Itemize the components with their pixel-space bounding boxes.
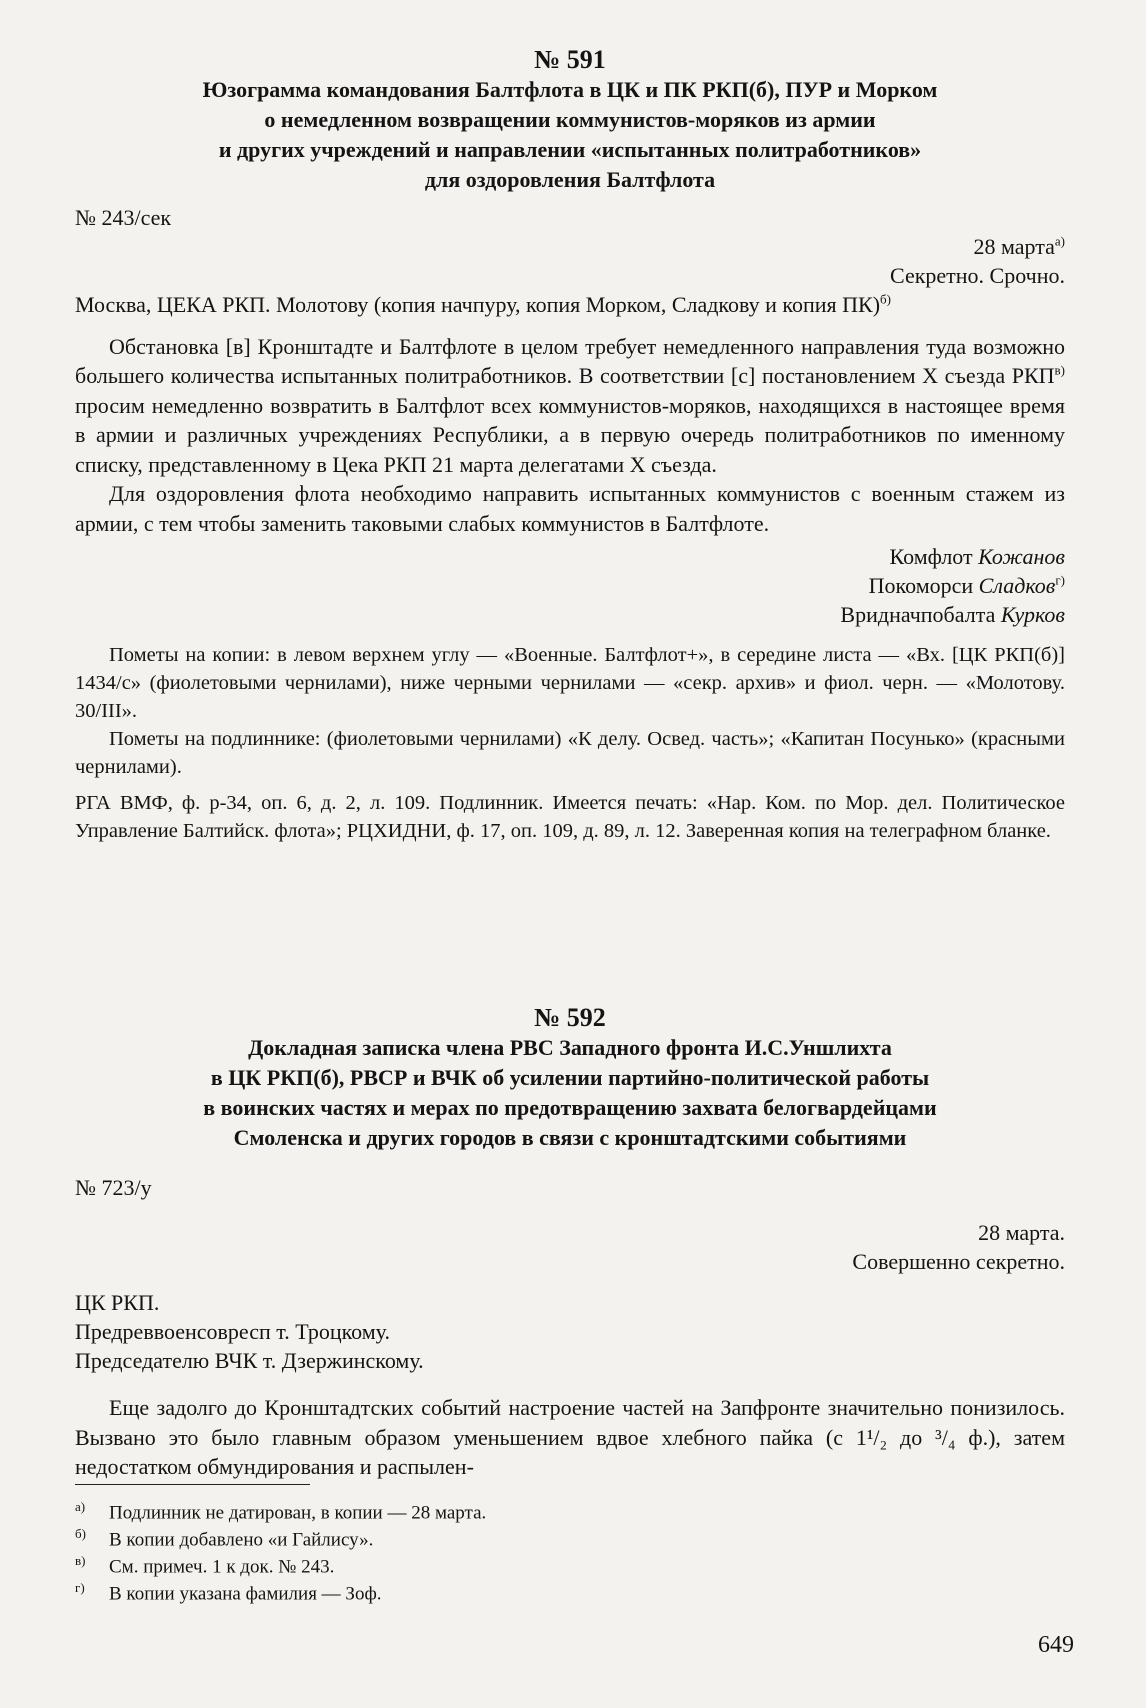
doc-classification: Совершенно секретно. [852, 1249, 1065, 1274]
footnote-rule [75, 1484, 310, 1485]
doc-paragraph: Еще задолго до Кронштадтских событий настроение частей на Запфронте значительно понизилось. Вызвано это было главным образом уменьшением вдвое хлебного пайка (с 1¹/₂ до ³/₄ ф.), затем недостатком обмундирования и распылен- [75, 1395, 1065, 1479]
archive-note: Пометы на копии: в левом верхнем углу — «Военные. Балтфлот+», в середине листа — «Вх. [ЦК РКП(б)] 1434/с» (фиолетовыми чернилами), ниже черными чернилами — «секр. архив» и фиол. черн. — «Молотову. 30/III». [75, 644, 1065, 722]
signature: Вридначпобалта Курков [840, 602, 1065, 627]
title-line: о немедленном возвращении коммунистов-моряков из армии [264, 107, 876, 132]
doc-592 [75, 1003, 1065, 1482]
footnote: а) Подлинник не датирован, в копии — 28 марта. [75, 1499, 487, 1524]
doc-paragraph: Обстановка [в] Кронштадте и Балтфлоте в целом требует немедленного направления туда возможно большего количества испытанных политработников. В соответствии [с] постановлением X съезда $РКП^{в)}$ просим немедленно возвратить в Балтфлот всех коммунистов-моряков, находящихся в настоящее время в армии и различных учреждениях Республики, а в первую очередь политработников по именному списку, представленному в Цека РКП 21 марта делегатами X съезда. [75, 333, 1065, 477]
addressee: Предреввоенсовресп т. Троцкому. [75, 1319, 390, 1344]
addressee: ЦК РКП. [75, 1290, 160, 1315]
archive-note: Пометы на подлиннике: (фиолетовыми чернилами) «К делу. Освед. часть»; «Капитан Посунько» (красными чернилами). [75, 728, 1065, 778]
signature: Комфлот Кожанов [889, 544, 1065, 569]
title-line: для оздоровления Балтфлота [424, 167, 716, 192]
doc-date: 28 марта$^{а)}$ [973, 233, 1065, 259]
title-line: в ЦК РКП(б), РВСР и ВЧК об усилении партийно-политической работы [210, 1065, 930, 1090]
doc-title [75, 75, 1065, 195]
footnote: г) В копии указана фамилия — Зоф. [75, 1580, 382, 1605]
title-line: Юзограмма командования Балтфлота в ЦК и ПК РКП(б), ПУР и Морком [202, 77, 938, 102]
addressee: Председателю ВЧК т. Дзержинскому. [75, 1348, 424, 1373]
doc-paragraph: Для оздоровления флота необходимо направить испытанных коммунистов с военным стажем из армии, с тем чтобы заменить таковыми слабых коммунистов в Балтфлоте. [75, 481, 1065, 536]
doc-591 [75, 45, 1065, 845]
doc-ref: № 243/сек [75, 205, 172, 230]
doc-number: № 591 [534, 45, 606, 74]
doc-ref: № 723/у [75, 1175, 152, 1200]
title-line: Докладная записка члена РВС Западного фронта И.С.Уншлихта [248, 1035, 892, 1060]
doc-title [75, 1033, 1065, 1153]
signature: Покоморси Сладков$^{г)}$ [868, 572, 1065, 598]
archive-source: РГА ВМФ, ф. р-34, оп. 6, д. 2, л. 109. Подлинник. Имеется печать: «Нар. Ком. по Мор. дел. Политическое Управление Балтийск. флота»; РЦХИДНИ, ф. 17, оп. 109, д. 89, л. 12. Заверенная копия на телеграфном бланке. [75, 792, 1065, 842]
footnote: б) В копии добавлено «и Гайлису». [75, 1526, 374, 1551]
title-line: в воинских частях и мерах по предотвращению захвата белогвардейцами [203, 1095, 937, 1120]
doc-address: Москва, ЦЕКА РКП. Молотову (копия начпуру, копия Морком, Сладкову и копия ПК)$^{б)}$ [75, 291, 891, 317]
title-line: Смоленска и других городов в связи с кронштадтскими событиями [233, 1125, 907, 1150]
title-line: и других учреждений и направлении «испытанных политработников» [218, 137, 922, 162]
page-number: 649 [1038, 1632, 1074, 1658]
doc-date: 28 марта. [978, 1220, 1065, 1245]
doc-number: № 592 [534, 1003, 606, 1032]
footnote: в) См. примеч. 1 к док. № 243. [75, 1553, 335, 1578]
doc-classification: Секретно. Срочно. [890, 263, 1065, 288]
